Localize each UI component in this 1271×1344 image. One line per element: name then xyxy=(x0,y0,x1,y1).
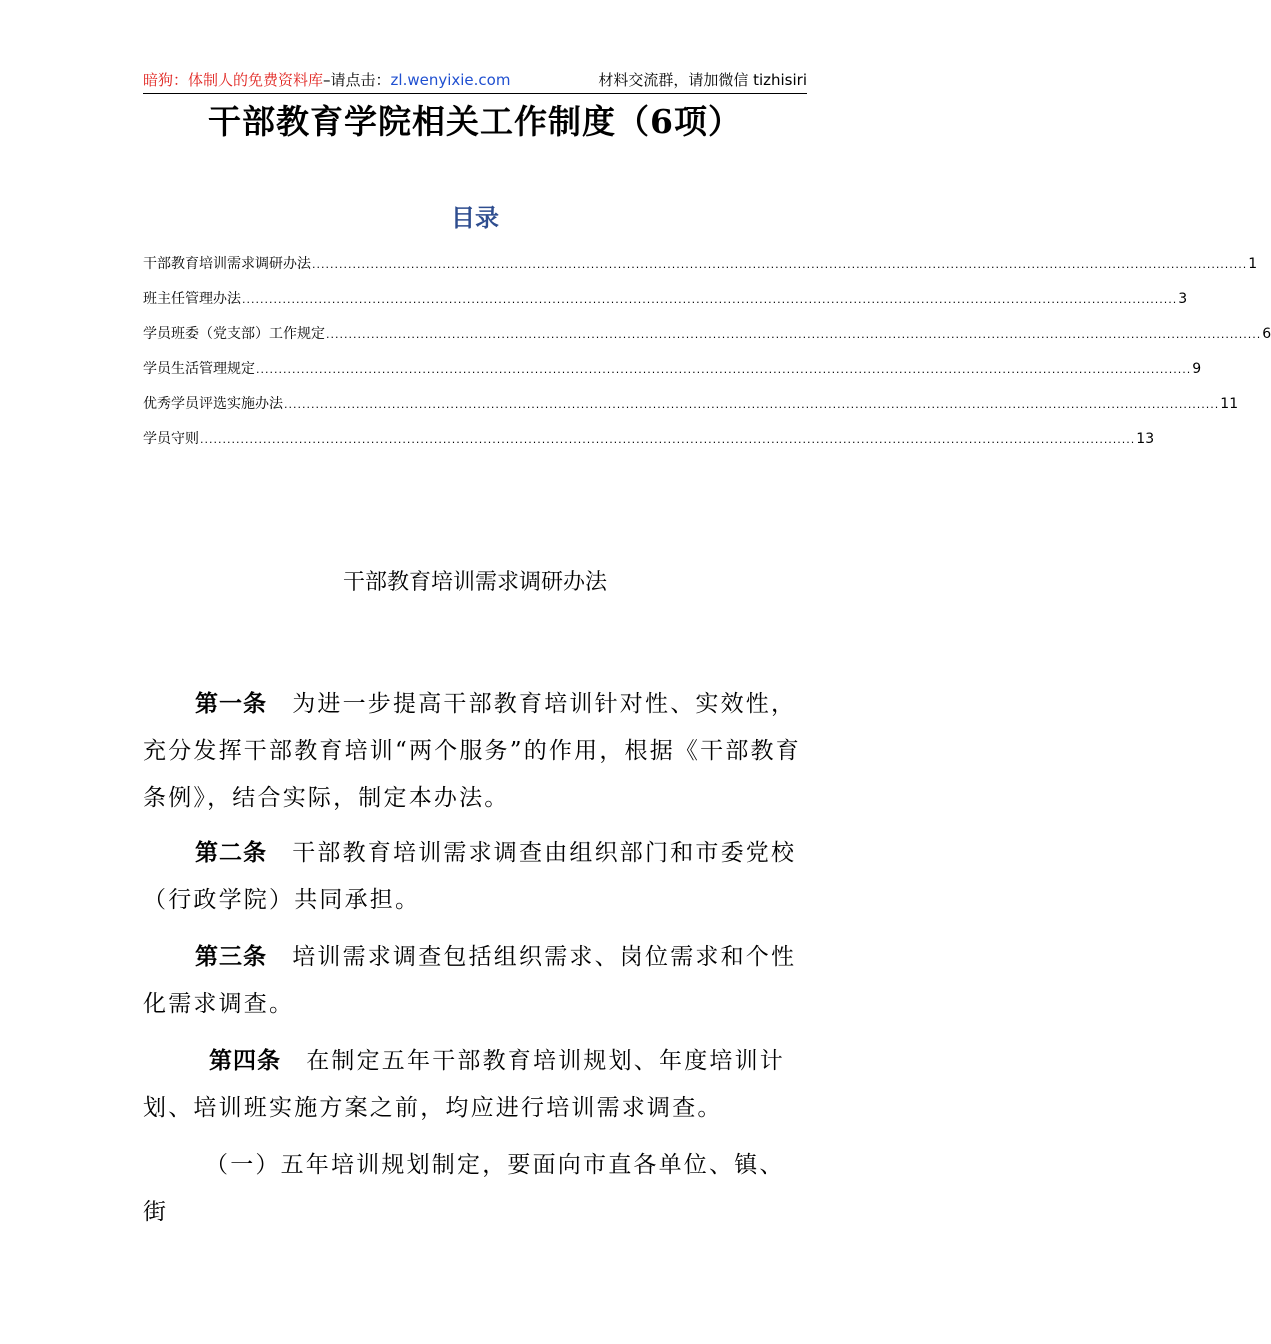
toc-leader: ................................................................................................................................................................................................................ xyxy=(200,433,1136,446)
page-header xyxy=(143,68,807,92)
toc-entry-page: 3 xyxy=(1178,291,1188,307)
document-title: 干部教育学院相关工作制度（6项） xyxy=(208,102,742,141)
article-label: 第三条 xyxy=(195,944,267,970)
section-title: 干部教育培训需求调研办法 xyxy=(342,570,607,595)
toc-entry[interactable] xyxy=(143,352,1202,387)
toc-entry-title: 班主任管理办法 xyxy=(143,291,241,307)
toc-entry-title: 学员生活管理规定 xyxy=(143,361,255,377)
article-1 xyxy=(143,681,808,822)
article-label: 第一条 xyxy=(195,691,267,717)
toc-entry-title: 优秀学员评选实施办法 xyxy=(143,396,283,412)
toc-entry-page: 1 xyxy=(1248,256,1258,272)
header-wechat-group: 材料交流群，请加微信 tizhisiri xyxy=(598,71,807,89)
article-text: 在制定五年干部教育培训规划、年度培训计划、培训班实施方案之前，均应进行培训需求调查。 xyxy=(143,1048,786,1121)
toc-entry-title: 学员班委（党支部）工作规定 xyxy=(143,326,325,342)
header-link[interactable]: zl.wenyixie.com xyxy=(390,71,511,89)
toc-entry-page: 9 xyxy=(1192,361,1202,377)
toc-entry-title: 干部教育培训需求调研办法 xyxy=(143,256,311,272)
toc-entry[interactable] xyxy=(143,317,1271,352)
clause-1: （一）五年培训规划制定，要面向市直各单位、镇、街 xyxy=(143,1152,785,1225)
table-of-contents xyxy=(143,247,1271,457)
article-text: 干部教育培训需求调查由组织部门和市委党校（行政学院）共同承担。 xyxy=(143,840,797,913)
header-divider xyxy=(143,93,807,94)
toc-leader: ................................................................................................................................................................................................................ xyxy=(284,398,1220,411)
toc-entry[interactable] xyxy=(143,387,1239,422)
article-3 xyxy=(143,934,808,1028)
toc-entry[interactable] xyxy=(143,247,1258,282)
toc-heading: 目录 xyxy=(451,204,499,232)
toc-leader: ................................................................................................................................................................................................................ xyxy=(256,363,1192,376)
article-2 xyxy=(143,830,808,924)
article-text: 为进一步提高干部教育培训针对性、实效性，充分发挥干部教育培训“两个服务”的作用，根据《干部教育条例》，结合实际，制定本办法。 xyxy=(143,691,801,811)
toc-leader: ................................................................................................................................................................................................................ xyxy=(312,258,1248,271)
toc-entry-title: 学员守则 xyxy=(143,431,199,447)
toc-entry-page: 6 xyxy=(1262,326,1271,342)
header-prompt: –请点击： xyxy=(323,71,391,89)
article-label: 第二条 xyxy=(195,840,267,866)
article-4 xyxy=(143,1038,808,1132)
toc-entry[interactable] xyxy=(143,422,1155,457)
toc-entry-page: 13 xyxy=(1136,431,1155,447)
header-brand: 暗狗：体制人的免费资料库 xyxy=(143,71,324,89)
toc-entry[interactable] xyxy=(143,282,1188,317)
toc-leader: ................................................................................................................................................................................................................ xyxy=(326,328,1262,341)
article-label: 第四条 xyxy=(209,1048,281,1074)
article-text: 培训需求调查包括组织需求、岗位需求和个性化需求调查。 xyxy=(143,944,797,1017)
toc-leader: ................................................................................................................................................................................................................ xyxy=(242,293,1178,306)
toc-entry-page: 11 xyxy=(1220,396,1239,412)
